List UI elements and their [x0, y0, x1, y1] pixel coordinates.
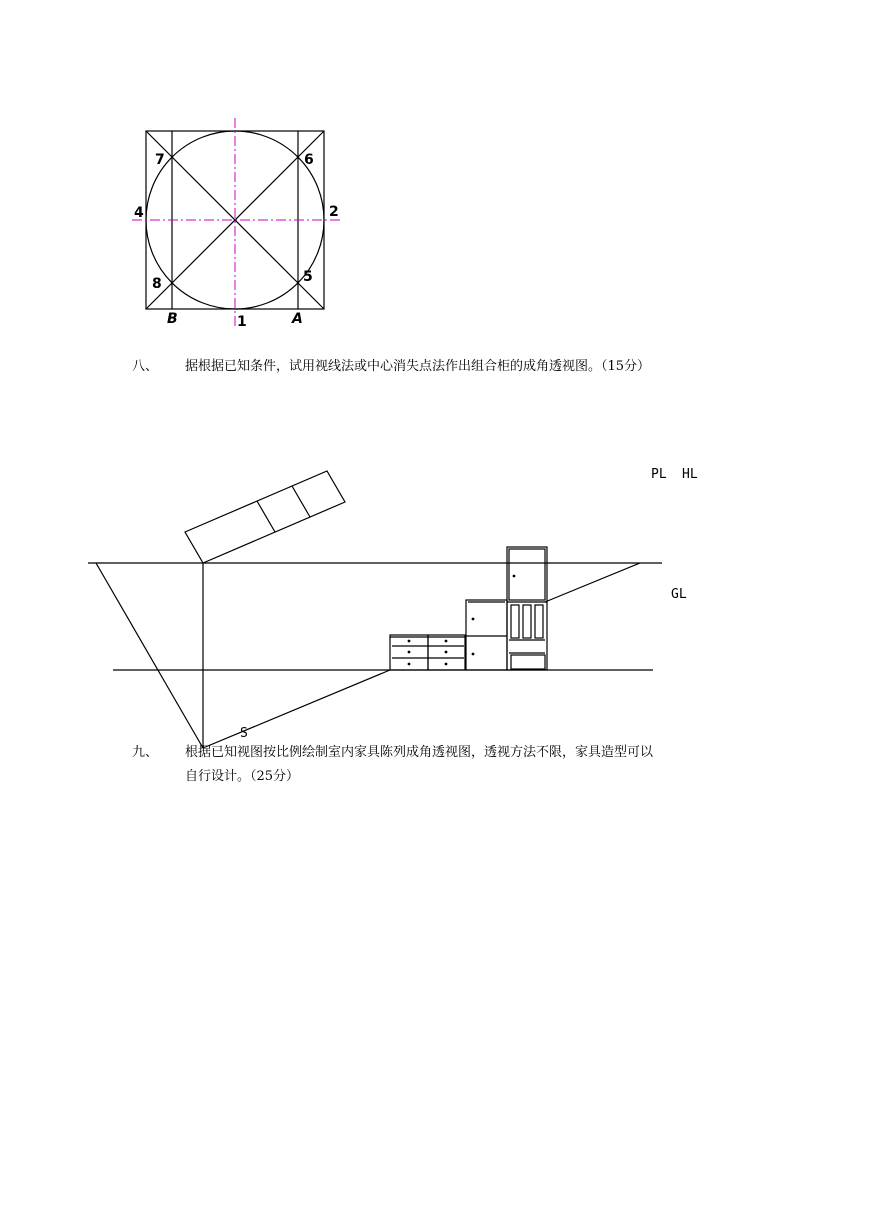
figure2-labels [240, 467, 698, 741]
label-1: 1 [237, 314, 247, 330]
knob [445, 663, 448, 666]
knob [408, 640, 411, 643]
section8-number: 八、 [132, 359, 159, 374]
right-cabinet [507, 547, 547, 670]
right-cabinet-slot-1 [511, 605, 519, 638]
figure-centerlines [132, 118, 340, 326]
right-cabinet-slot-3 [535, 605, 543, 638]
plan-divider-2 [292, 486, 310, 517]
figure1-labels [134, 152, 339, 330]
label-B: B [167, 311, 178, 327]
section9-line1: 根据已知视图按比例绘制室内家具陈列成角透视图，透视方法不限，家具造型可以 [185, 745, 654, 760]
label-GL: GL [671, 587, 687, 602]
sight-line-to-cabinet [203, 670, 390, 748]
label-5: 5 [303, 269, 313, 285]
middle-cabinet [466, 600, 507, 670]
knob [408, 651, 411, 654]
knob [445, 640, 448, 643]
knob [472, 653, 475, 656]
right-vanishing-line [545, 563, 640, 602]
label-7: 7 [155, 152, 165, 168]
drawer-cabinets [390, 635, 465, 670]
right-cabinet-lower-drawer [511, 655, 545, 669]
right-cabinet-upper-door [509, 549, 545, 600]
knob [513, 575, 516, 578]
section9-number: 九、 [132, 745, 159, 760]
label-A: A [292, 311, 303, 327]
knob [408, 663, 411, 666]
label-4: 4 [134, 205, 144, 221]
plan-view-rect [185, 471, 345, 563]
middle-cabinet-body [466, 600, 507, 670]
right-cabinet-body [507, 547, 547, 670]
section8-text: 据根据已知条件，试用视线法或中心消失点法作出组合柜的成角透视图。（15分） [185, 359, 651, 374]
label-8: 8 [152, 276, 162, 292]
figure-perspective [88, 471, 662, 748]
plan-divider-1 [257, 501, 275, 532]
left-sight-line [96, 563, 203, 748]
right-cabinet-slot-2 [523, 605, 531, 638]
cabinet-knobs [408, 575, 516, 666]
label-HL: HL [682, 467, 698, 482]
label-PL: PL [651, 467, 667, 482]
label-6: 6 [304, 152, 314, 168]
label-S: S [240, 726, 248, 741]
section9-line2: 自行设计。（25分） [185, 769, 300, 784]
label-2: 2 [329, 204, 339, 220]
knob [472, 618, 475, 621]
knob [445, 651, 448, 654]
